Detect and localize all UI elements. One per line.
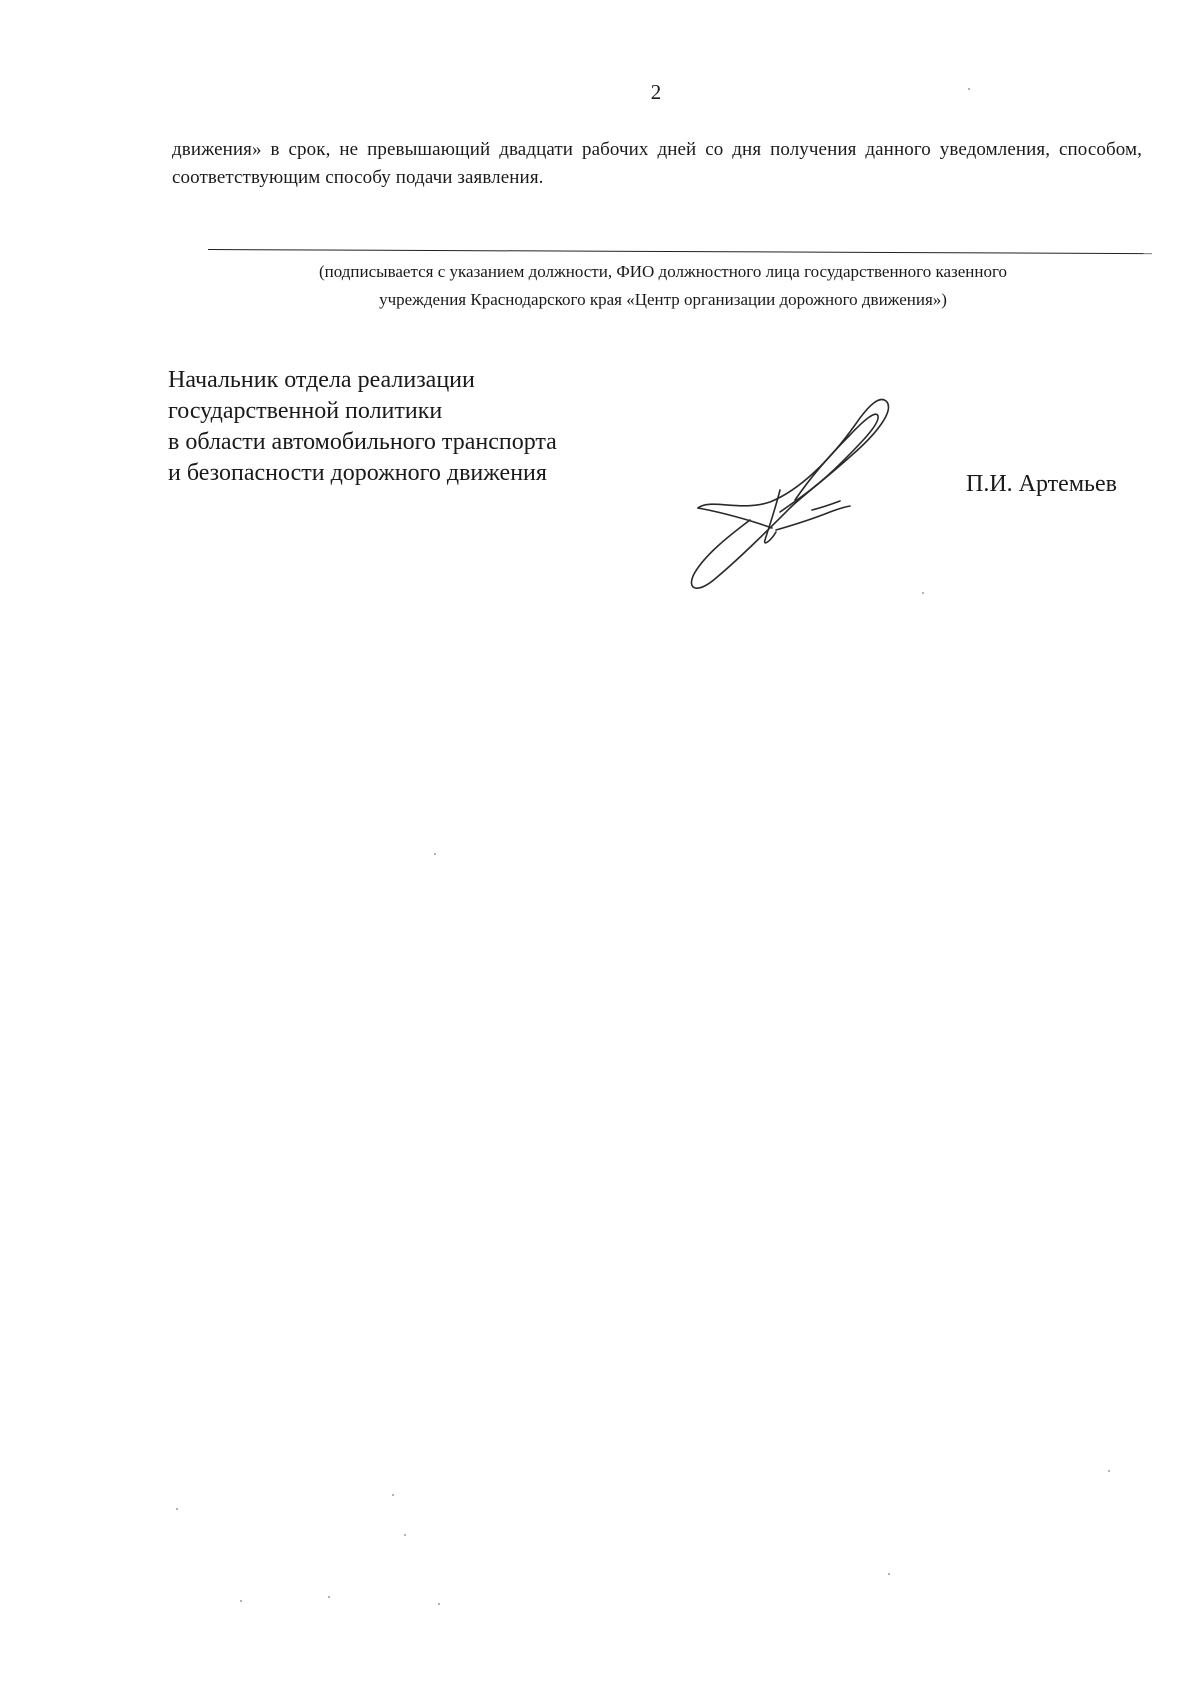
scan-speck bbox=[328, 1596, 330, 1598]
scan-speck bbox=[888, 1573, 890, 1575]
scan-speck bbox=[1108, 1470, 1110, 1472]
signatory-position-line-2: государственной политики bbox=[168, 398, 443, 424]
signatory-position-line-4: и безопасности дорожного движения bbox=[168, 460, 547, 486]
handwritten-signature-icon bbox=[680, 380, 940, 610]
signatory-position-line-3: в области автомобильного транспорта bbox=[168, 429, 557, 455]
scan-speck bbox=[434, 853, 436, 855]
scan-speck bbox=[404, 1534, 406, 1536]
signatory-position bbox=[168, 365, 688, 489]
scan-speck bbox=[176, 1508, 178, 1510]
signatory-position-line-1: Начальник отдела реализации bbox=[168, 367, 475, 393]
signature-caption-line-1: (подписывается с указанием должности, ФИО должностного лица государственного казенного bbox=[319, 262, 1007, 281]
signatory-name: П.И. Артемьев bbox=[966, 471, 1117, 497]
page-number: 2 bbox=[650, 80, 662, 104]
scan-speck bbox=[392, 1494, 394, 1496]
scan-speck bbox=[968, 88, 970, 90]
body-paragraph: движения» в срок, не превышающий двадцати рабочих дней со дня получения данного уведомления, способом, соответствующим способу подачи заявления. bbox=[172, 139, 1142, 188]
scan-speck bbox=[240, 1600, 242, 1602]
signature-line bbox=[208, 249, 1152, 254]
signature-caption bbox=[168, 258, 1158, 314]
signature-caption-line-2: учреждения Краснодарского края «Центр организации дорожного движения») bbox=[379, 290, 947, 309]
scan-speck bbox=[922, 592, 924, 594]
scan-speck bbox=[438, 1603, 440, 1605]
